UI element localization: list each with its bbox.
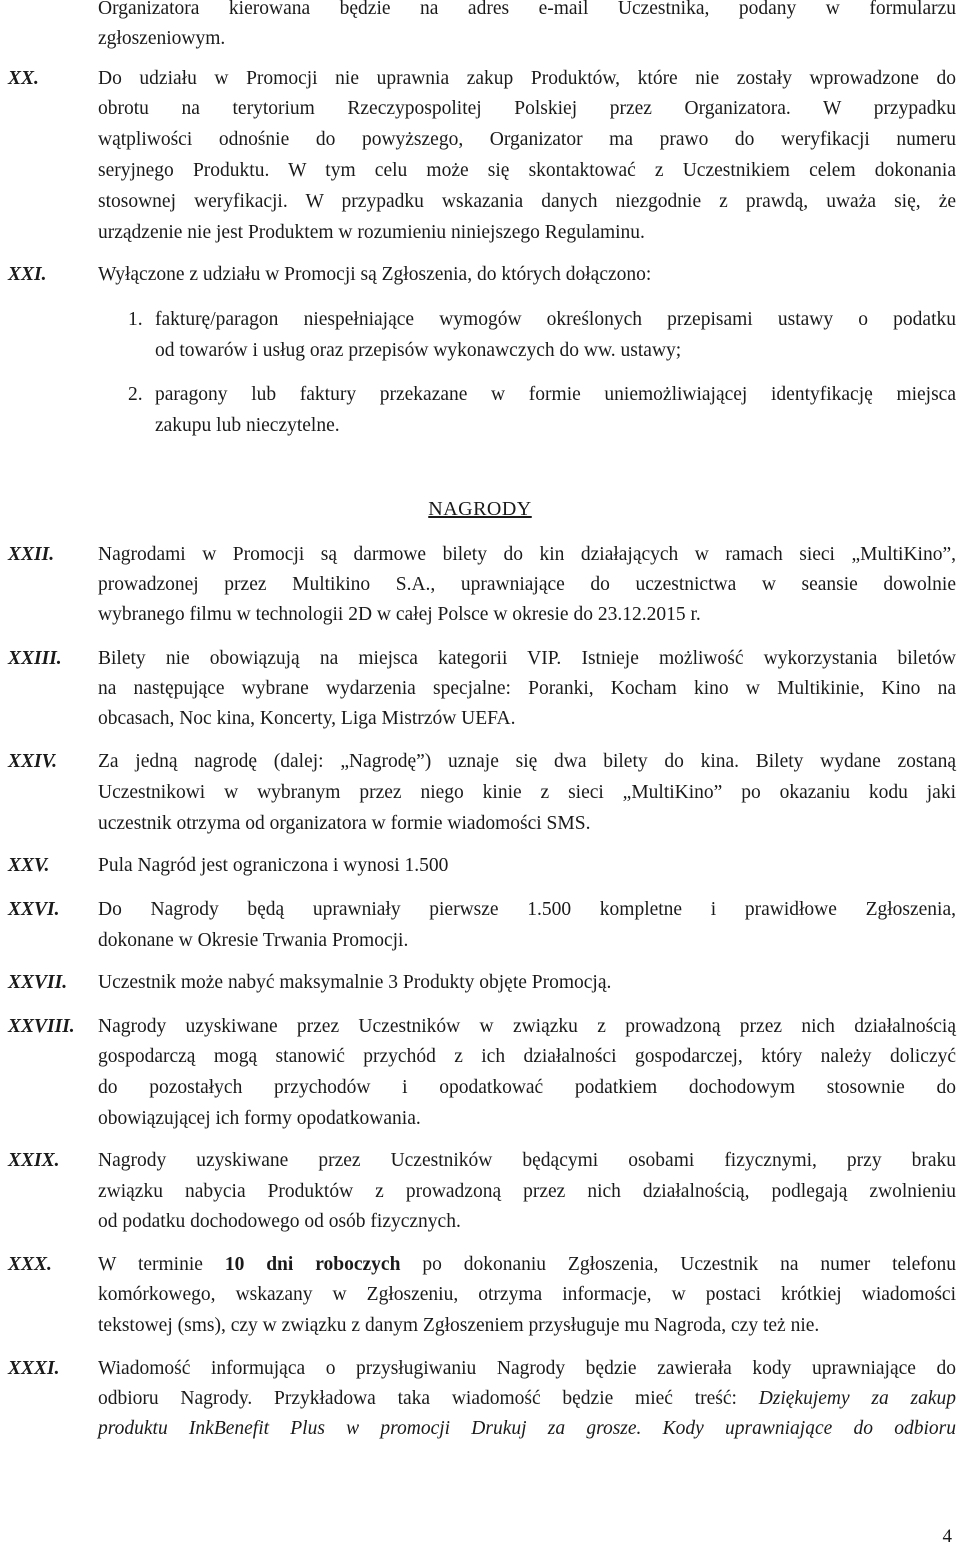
bold-deadline: 10 dni roboczych [224, 1254, 401, 1275]
section-number: XXVIII. [8, 1016, 75, 1037]
section-heading: NAGRODY [428, 498, 532, 520]
paragraph-line: urządzenie nie jest Produktem w rozumieniu niniejszego Regulaminu. [98, 222, 645, 243]
paragraph-line: obrotu na terytorium Rzeczypospolitej Polskiej przez Organizatora. W przypadku [98, 98, 956, 119]
paragraph-line: Do udziału w Promocji nie uprawnia zakup Produktów, które nie zostały wprowadzone do [98, 68, 956, 89]
paragraph-line: obowiązującej ich formy opodatkowania. [98, 1108, 421, 1129]
paragraph-line: stosownej weryfikacji. W przypadku wskazania danych niezgodnie z prawdą, uważa się, że [98, 191, 956, 212]
list-item-line: od towarów i usług oraz przepisów wykonawczych do ww. ustawy; [155, 340, 682, 361]
example-message-italic: Dziękujemy za zakup [758, 1388, 956, 1409]
paragraph-line: uczestnik otrzyma od organizatora w formie wiadomości SMS. [98, 813, 591, 834]
paragraph-line: Organizatora kierowana będzie na adres e-mail Uczestnika, podany w formularzu [98, 0, 956, 19]
section-number: XXII. [8, 544, 55, 565]
section-number: XXIX. [8, 1150, 60, 1171]
section-number: XXV. [8, 855, 50, 876]
paragraph-line: od podatku dochodowego od osób fizycznych. [98, 1211, 461, 1232]
paragraph-line: zgłoszeniowym. [98, 28, 226, 49]
list-item-line: paragony lub faktury przekazane w formie uniemożliwiającej identyfikację miejsca [155, 384, 956, 405]
paragraph-line: obcasach, Noc kina, Koncerty, Liga Mistrzów UEFA. [98, 708, 516, 729]
paragraph-line: do pozostałych przychodów i opodatkować podatkiem dochodowym stosownie do [98, 1077, 956, 1098]
text-span: po dokonaniu Zgłoszenia, Uczestnik na numer telefonu [422, 1254, 956, 1275]
paragraph-line: Nagrodami w Promocji są darmowe bilety do kin działających w ramach sieci „MultiKino”, [98, 544, 956, 565]
paragraph-line: dokonane w Okresie Trwania Promocji. [98, 930, 409, 951]
paragraph-line: Wyłączone z udziału w Promocji są Zgłoszenia, do których dołączono: [98, 264, 652, 285]
section-number: XXIII. [8, 648, 62, 669]
section-number: XXVI. [8, 899, 60, 920]
list-item-line: fakturę/paragon niespełniające wymogów określonych przepisami ustawy o podatku [155, 309, 956, 330]
text-span: odbioru Nagrody. Przykładowa taka wiadomość będzie mieć treść: [98, 1388, 737, 1409]
paragraph-line: Do Nagrody będą uprawniały pierwsze 1.500 kompletne i prawidłowe Zgłoszenia, [98, 899, 956, 920]
paragraph-line: produktu InkBenefit Plus w promocji Drukuj za grosze. Kody uprawniające do odbioru [98, 1418, 956, 1439]
paragraph-line: seryjnego Produktu. W tym celu może się skontaktować z Uczestnikiem celem dokonania [98, 160, 956, 181]
paragraph-line: komórkowego, wskazany w Zgłoszeniu, otrzyma informacje, w postaci krótkiej wiadomości [98, 1284, 956, 1305]
paragraph-line: Wiadomość informująca o przysługiwaniu Nagrody będzie zawierała kody uprawniające do [98, 1358, 956, 1379]
paragraph-line: wątpliwości odnośnie do powyższego, Organizator ma prawo do weryfikacji numeru [98, 129, 956, 150]
paragraph-line: Bilety nie obowiązują na miejsca kategorii VIP. Istnieje możliwość wykorzystania biletów [98, 648, 956, 669]
paragraph-line: tekstowej (sms), czy w związku z danym Zgłoszeniem przysługuje mu Nagroda, czy też nie. [98, 1315, 820, 1336]
section-number: XXI. [8, 264, 47, 285]
paragraph-line: Uczestnik może nabyć maksymalnie 3 Produkty objęte Promocją. [98, 972, 612, 993]
paragraph-line: Uczestnikowi w wybranym przez niego kinie z sieci „MultiKino” po okazaniu kodu jaki [98, 782, 956, 803]
paragraph-line: wybranego filmu w technologii 2D w całej Polsce w okresie do 23.12.2015 r. [98, 604, 701, 625]
section-number: XXX. [8, 1254, 52, 1275]
paragraph-line: prowadzonej przez Multikino S.A., uprawniające do uczestnictwa w seansie dowolnie [98, 574, 956, 595]
list-item-line: zakupu lub nieczytelne. [155, 415, 340, 436]
paragraph-line: Nagrody uzyskiwane przez Uczestników w związku z prowadzoną przez nich działalnością [98, 1016, 956, 1037]
paragraph-line: Za jedną nagrodę (dalej: „Nagrodę”) uznaje się dwa bilety do kina. Bilety wydane zostaną [98, 751, 956, 772]
section-number: XXVII. [8, 972, 68, 993]
paragraph-line: Nagrody uzyskiwane przez Uczestników będącymi osobami fizycznymi, przy braku [98, 1150, 956, 1171]
page-number: 4 [942, 1526, 952, 1547]
paragraph-line: związku nabycia Produktów z prowadzoną przez nich działalnością, podlegają zwolnieniu [98, 1181, 956, 1202]
text-span: W terminie [98, 1254, 203, 1275]
list-item-number: 1. [128, 309, 143, 330]
paragraph-line [98, 1384, 956, 1414]
section-number: XX. [8, 68, 39, 89]
section-number: XXIV. [8, 751, 57, 772]
paragraph-line: na następujące wybrane wydarzenia specjalne: Poranki, Kocham kino w Multikinie, Kino na [98, 678, 956, 699]
list-item-number: 2. [128, 384, 143, 405]
section-number: XXXI. [8, 1358, 60, 1379]
paragraph-line: Pula Nagród jest ograniczona i wynosi 1.500 [98, 855, 449, 876]
paragraph-line: gospodarczą mogą stanowić przychód z ich działalności gospodarczej, który należy doliczyć [98, 1046, 956, 1067]
paragraph-line [98, 1250, 956, 1280]
